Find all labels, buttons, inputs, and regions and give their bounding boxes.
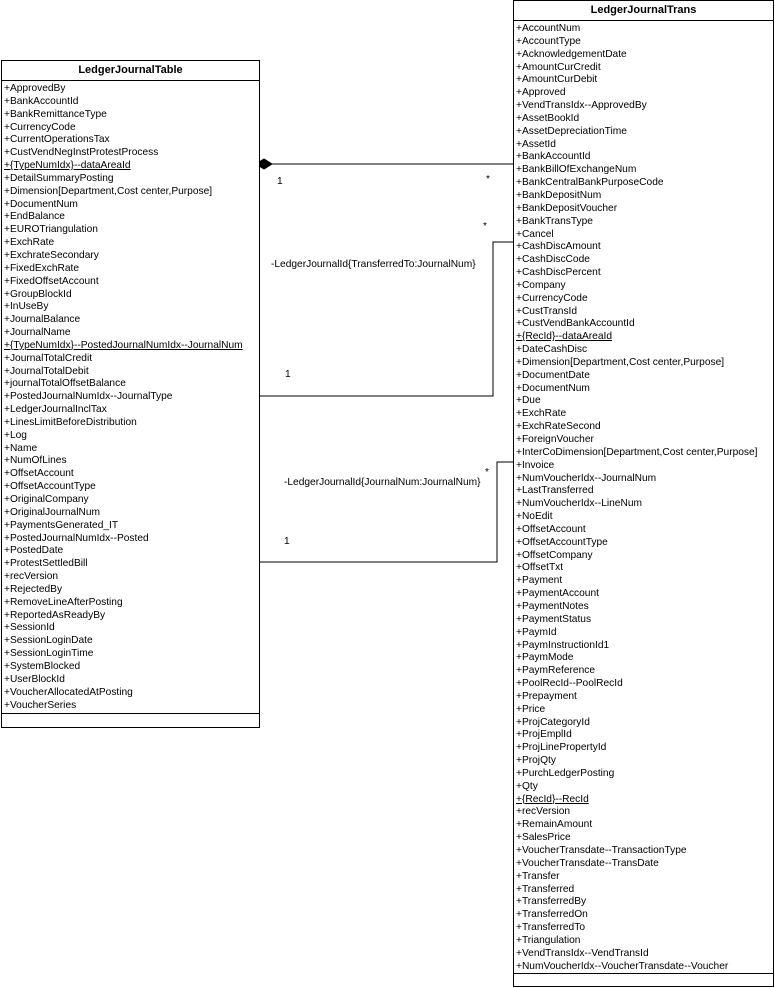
attribute: +ReportedAsReadyBy <box>4 609 106 621</box>
attribute: +ExchrateSecondary <box>4 249 99 261</box>
attribute: +SessionLoginTime <box>4 648 94 660</box>
attribute: +PostedDate <box>4 545 64 557</box>
attribute: +InterCoDimension[Department,Cost center,Purpose] <box>516 446 758 458</box>
attribute: +OriginalJournalNum <box>4 506 100 518</box>
class-title: LedgerJournalTrans <box>514 1 773 21</box>
attribute: +PaymMode <box>516 652 574 664</box>
attribute: +Transferred <box>516 883 575 895</box>
attribute-list <box>2 81 259 714</box>
attribute: +InUseBy <box>4 301 49 313</box>
attribute: +{RecId}--dataAreaId <box>516 331 612 343</box>
attribute: +FixedOffsetAccount <box>4 275 99 287</box>
attribute: +AssetBookId <box>516 112 580 124</box>
attribute: +UserBlockId <box>4 673 65 685</box>
attribute: +AccountNum <box>516 23 581 34</box>
attribute: +BankDepositVoucher <box>516 202 618 214</box>
attribute: +DocumentNum <box>516 382 590 394</box>
association-transferredto-right-multiplicity: * <box>483 221 487 232</box>
attribute: +PostedJournalNumIdx--Posted <box>4 532 149 544</box>
attribute: +ProjEmplId <box>516 729 572 741</box>
attribute: +SessionId <box>4 622 55 634</box>
attribute: +BankAccountId <box>4 95 79 107</box>
attribute: +SystemBlocked <box>4 660 81 672</box>
attribute: +journalTotalOffsetBalance <box>4 378 126 390</box>
attribute: +PaymId <box>516 626 557 638</box>
attribute: +ExchRate <box>516 408 567 420</box>
attribute: +Invoice <box>516 459 555 471</box>
attribute: +Triangulation <box>516 934 581 946</box>
attribute: +LinesLimitBeforeDistribution <box>4 416 137 428</box>
attribute: +OffsetTxt <box>516 562 564 574</box>
association-journalnum-right-multiplicity: * <box>485 467 489 478</box>
attribute: +JournalTotalCredit <box>4 352 93 364</box>
attribute: +RemainAmount <box>516 819 593 831</box>
attribute: +RemoveLineAfterPosting <box>4 596 123 608</box>
attribute: +JournalTotalDebit <box>4 365 89 377</box>
attribute: +CustVendBankAccountId <box>516 318 635 330</box>
attribute: +PoolRecId--PoolRecId <box>516 678 623 690</box>
association-journalnum-label: -LedgerJournalId{JournalNum:JournalNum} <box>284 477 481 488</box>
attribute: +AmountCurCredit <box>516 61 601 73</box>
association-journalnum-left-multiplicity: 1 <box>284 536 290 547</box>
attribute: +VendTransIdx--ApprovedBy <box>516 100 647 112</box>
attribute: +JournalBalance <box>4 314 81 326</box>
attribute: +recVersion <box>4 571 59 583</box>
attribute: +AmountCurDebit <box>516 74 598 86</box>
attribute: +OffsetCompany <box>516 549 593 561</box>
attribute: +CurrencyCode <box>4 121 76 133</box>
attribute: +BankRemittanceType <box>4 108 107 120</box>
attribute: +PostedJournalNumIdx--JournalType <box>4 391 173 403</box>
attribute: +CashDiscCode <box>516 254 590 266</box>
attribute: +CustVendNegInstProtestProcess <box>4 147 159 159</box>
attribute: +Log <box>4 429 27 441</box>
attribute: +Dimension[Department,Cost center,Purpose] <box>4 185 213 197</box>
attribute: +BankTransType <box>516 215 593 227</box>
attribute: +Dimension[Department,Cost center,Purpose] <box>516 356 725 368</box>
attribute: +Cancel <box>516 228 554 240</box>
attribute: +{TypeNumIdx}--PostedJournalNumIdx--JournalNum <box>4 339 243 351</box>
attribute: +Qty <box>516 780 538 792</box>
attribute: +TransferredTo <box>516 922 585 934</box>
attribute: +CashDiscPercent <box>516 267 601 279</box>
attribute: +EUROTriangulation <box>4 224 98 236</box>
attribute: +DetailSummaryPosting <box>4 172 114 184</box>
attribute: +ProjQty <box>516 755 556 767</box>
composition-left-multiplicity: 1 <box>277 176 283 187</box>
attribute: +EndBalance <box>4 211 65 223</box>
attribute: +Name <box>4 442 38 454</box>
attribute: +CustTransId <box>516 305 578 317</box>
attribute: +JournalName <box>4 327 71 339</box>
attribute: +ExchRate <box>4 237 55 249</box>
attribute: +OffsetAccount <box>4 468 74 480</box>
attribute: +BankBillOfExchangeNum <box>516 164 637 176</box>
attribute: +AssetId <box>516 138 556 150</box>
attribute: +GroupBlockId <box>4 288 72 300</box>
attribute: +PaymReference <box>516 665 595 677</box>
attribute: +FixedExchRate <box>4 262 80 274</box>
attribute: +LedgerJournalInclTax <box>4 404 107 416</box>
attribute: +VendTransIdx--VendTransId <box>516 947 649 959</box>
attribute: +TransferredOn <box>516 909 588 921</box>
attribute: +PaymInstructionId1 <box>516 639 610 651</box>
attribute: +VoucherSeries <box>4 699 77 711</box>
attribute: +VoucherTransdate--TransactionType <box>516 845 687 856</box>
attribute: +PaymentStatus <box>516 613 592 625</box>
attribute: +DateCashDisc <box>516 344 588 356</box>
attribute: +Company <box>516 279 566 291</box>
attribute: +DocumentNum <box>4 198 78 210</box>
attribute: +Price <box>516 703 546 715</box>
attribute: +ProjLinePropertyId <box>516 742 607 754</box>
attribute: +TransferredBy <box>516 896 587 908</box>
attribute: +ApprovedBy <box>4 83 66 94</box>
attribute: +PaymentAccount <box>516 588 599 600</box>
attribute: +CurrencyCode <box>516 292 588 304</box>
attribute: +PurchLedgerPosting <box>516 767 615 779</box>
attribute: +DocumentDate <box>516 369 590 381</box>
attribute: +SalesPrice <box>516 832 571 844</box>
attribute: +NumVoucherIdx--LineNum <box>516 498 642 510</box>
attribute: +OffsetAccountType <box>516 536 608 548</box>
attribute: +BankCentralBankPurposeCode <box>516 177 664 189</box>
attribute: +OriginalCompany <box>4 494 89 505</box>
composition-right-multiplicity: * <box>486 174 490 185</box>
attribute: +SessionLoginDate <box>4 635 93 647</box>
attribute: +RejectedBy <box>4 583 63 595</box>
attribute: +PaymentsGenerated_IT <box>4 519 119 531</box>
attribute: +AccountType <box>516 35 581 47</box>
attribute: +NumVoucherIdx--VoucherTransdate--Voucher <box>516 960 729 972</box>
association-transferredto-left-multiplicity: 1 <box>285 369 291 380</box>
attribute: +{TypeNumIdx}--dataAreaId <box>4 160 131 172</box>
attribute: +recVersion <box>516 806 571 818</box>
attribute: +VoucherAllocatedAtPosting <box>4 686 133 698</box>
class-title: LedgerJournalTable <box>2 61 259 81</box>
attribute: +OffsetAccount <box>516 523 586 535</box>
attribute: +NumOfLines <box>4 455 67 467</box>
attribute: +BankDepositNum <box>516 189 602 201</box>
attribute: +Payment <box>516 575 563 587</box>
attribute: +Prepayment <box>516 690 577 702</box>
attribute: +ExchRateSecond <box>516 421 601 433</box>
attribute: +AssetDepreciationTime <box>516 125 627 137</box>
attribute: +AcknowledgementDate <box>516 48 627 60</box>
attribute: +NoEdit <box>516 511 553 523</box>
attribute: +Due <box>516 395 541 407</box>
class-ledgerjournaltable <box>1 60 260 728</box>
attribute: +LastTransferred <box>516 485 594 497</box>
attribute: +ProjCategoryId <box>516 716 590 728</box>
attribute: +PaymentNotes <box>516 600 589 612</box>
class-ledgerjournaltrans <box>513 0 774 987</box>
association-transferredto-label: -LedgerJournalId{TransferredTo:JournalNum} <box>271 259 476 270</box>
attribute: +Approved <box>516 87 566 99</box>
attribute: +{RecId}--RecId <box>516 793 589 805</box>
attribute: +ProtestSettledBill <box>4 558 88 570</box>
attribute: +OffsetAccountType <box>4 481 96 493</box>
attribute-list <box>514 21 773 974</box>
attribute: +Transfer <box>516 870 560 882</box>
attribute: +BankAccountId <box>516 151 591 163</box>
attribute: +NumVoucherIdx--JournalNum <box>516 472 657 484</box>
attribute: +CurrentOperationsTax <box>4 134 110 146</box>
attribute: +ForeignVoucher <box>516 434 594 445</box>
attribute: +VoucherTransdate--TransDate <box>516 857 659 869</box>
attribute: +CashDiscAmount <box>516 241 601 253</box>
